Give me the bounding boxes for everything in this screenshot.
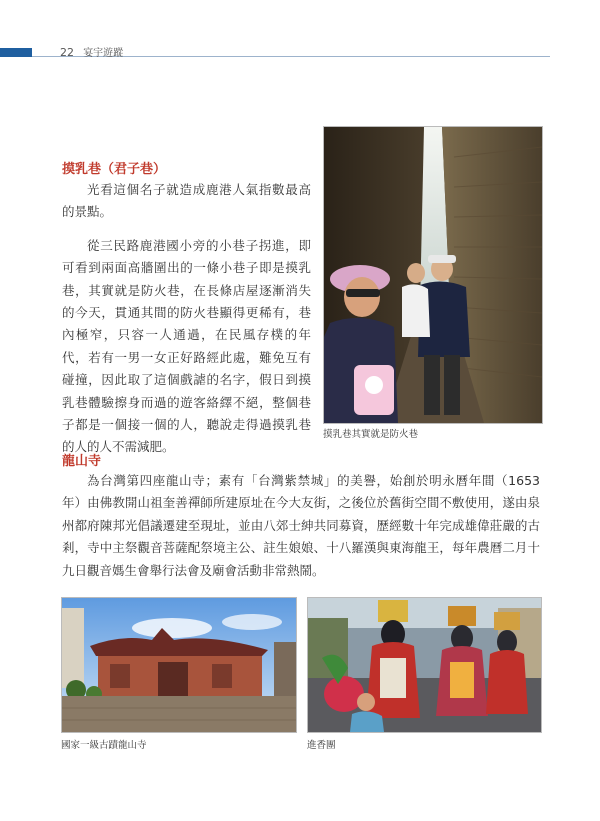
parade-photo-caption: 進香團 (307, 740, 336, 751)
temple-photo-caption: 國家一級古蹟龍山寺 (61, 740, 147, 751)
page-number: 22 (60, 46, 74, 59)
header-color-bar (0, 48, 32, 57)
section1-paragraph-2: 從三民路鹿港國小旁的小巷子拐進，即可看到兩面高牆圍出的一條小巷子即是摸乳巷，其實就是防火巷，在長條店屋逐漸消失的今天，貫通其間的防火巷顯得更稀有，巷內極窄，只容一人通過，在民風存樸的年代，若有一男一女正好路經此處，難免互有碰撞，因此取了這個戲謔的名字，假日到摸乳巷體驗擦身而過的遊客絡繹不絕，整個巷子都是一個接一個的人，聽說走得過摸乳巷的人的人不需減肥。 (62, 237, 311, 455)
running-header (60, 44, 123, 59)
section2-body (62, 470, 540, 582)
section-title-moru-alley: 摸乳巷（君子巷） (62, 162, 167, 177)
temple-photo (61, 597, 297, 733)
alley-photo-caption: 摸乳巷其實就是防火巷 (323, 429, 419, 440)
parade-photo (307, 597, 542, 733)
alley-photo (323, 126, 543, 424)
section-title-longshan-temple: 龍山寺 (62, 454, 102, 469)
alley-photo-illustration (324, 127, 542, 423)
parade-photo-illustration (308, 598, 541, 732)
section1-body (62, 179, 311, 459)
section2-paragraph-1: 為台灣第四座龍山寺；素有「台灣紫禁城」的美譽，始創於明永曆年間（1653 年）由佛教開山祖奎善禪師所建原址在今大友街，之後位於舊街空間不敷使用，遂由泉州都府陳邦光倡議遷建至現址，並由八郊士紳共同募資，歷經數十年完成雄偉莊嚴的古剎，寺中主祭觀音菩薩配祭境主公、註生娘娘、十八羅漢與東海龍王，每年農曆二月十九日觀音媽生會舉行法會及廟會活動非常熱鬧。 (62, 473, 540, 578)
temple-photo-illustration (62, 598, 296, 732)
section1-paragraph-1: 光看這個名子就造成鹿港人氣指數最高的景點。 (62, 182, 311, 220)
section-name: 宴宇遊蹤 (83, 48, 124, 59)
